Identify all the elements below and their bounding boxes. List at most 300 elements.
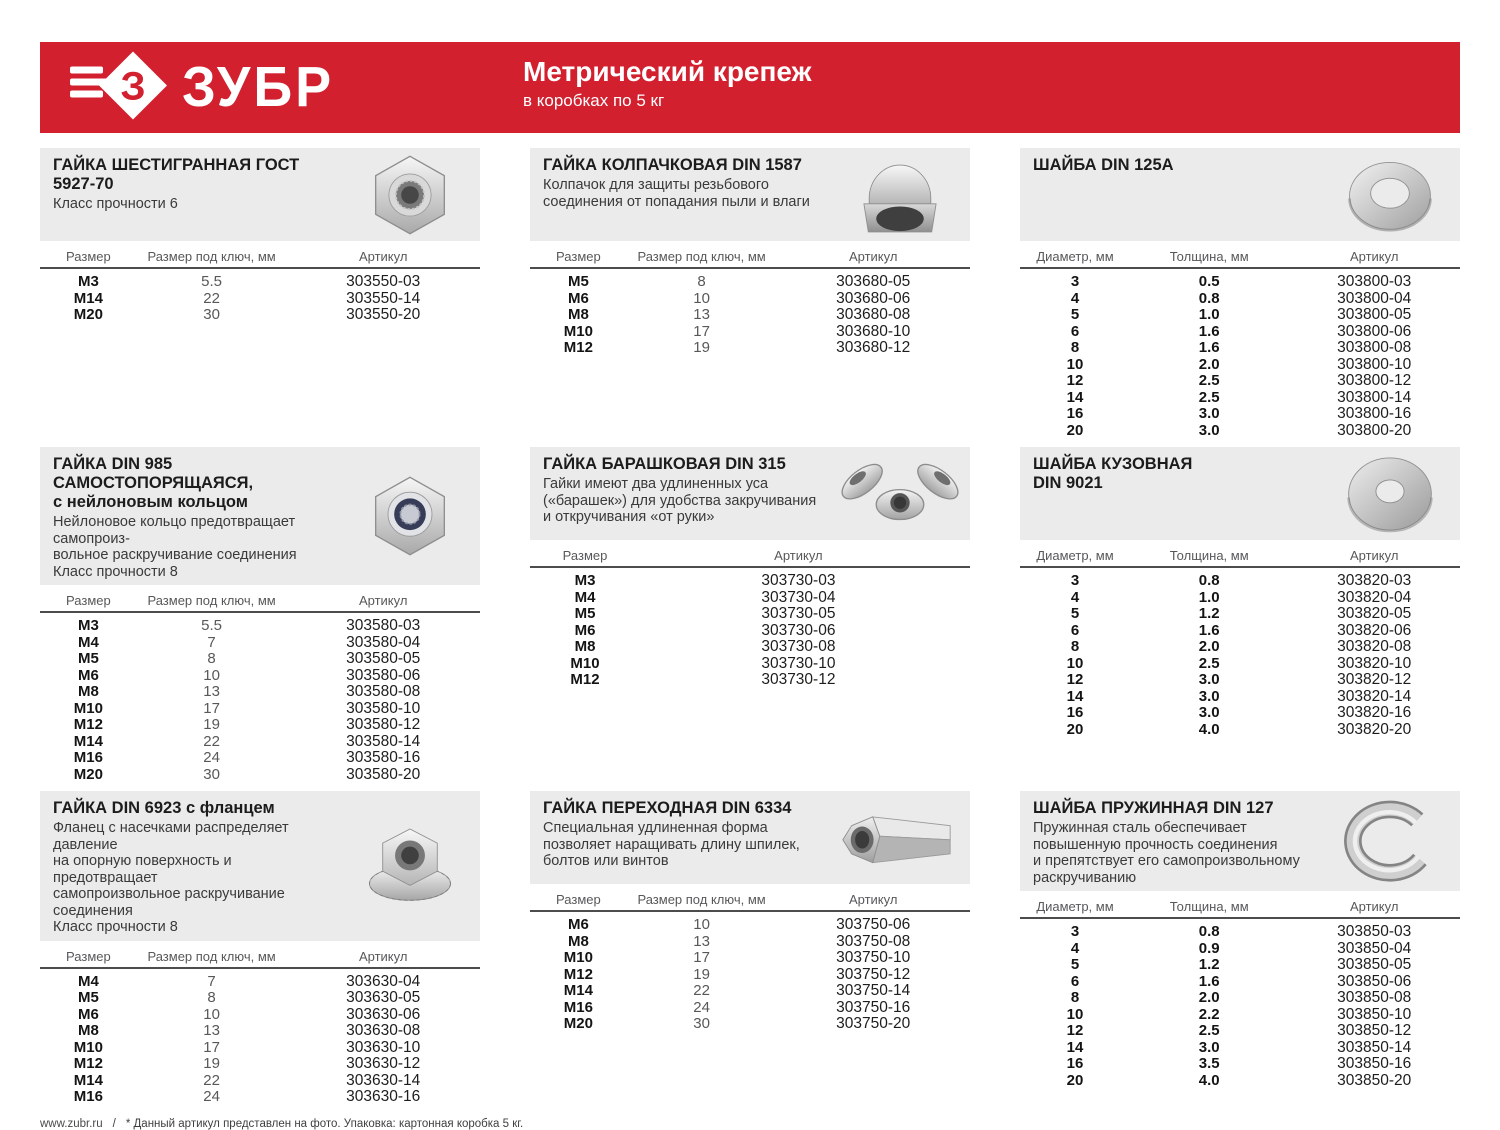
value-cell: M12 (73, 1055, 103, 1072)
spec-table (1020, 894, 1460, 1089)
table-row (530, 590, 970, 607)
value-cell: 5.5 (201, 617, 223, 634)
article-cell: 303800-12 (1337, 372, 1412, 389)
description-line: соединения от попадания пыли и влаги (543, 193, 810, 210)
table-row (530, 340, 970, 357)
article-cell: 303730-06 (761, 621, 836, 639)
value-cell: 8 (207, 989, 216, 1006)
article-cell: 303820-10 (1337, 654, 1412, 672)
value-cell: 19 (203, 716, 220, 733)
description-line: самопроизвольное раскручивание соединения (53, 886, 285, 919)
value-cell: M3 (77, 273, 99, 290)
description-line: («барашек») для удобства закручивания (543, 492, 817, 509)
table-row (530, 307, 970, 324)
section-panel (40, 148, 480, 241)
value-cell: M20 (563, 1015, 593, 1032)
value-cell: 24 (203, 749, 220, 766)
section-panel (530, 148, 970, 241)
value-cell: M20 (73, 765, 103, 783)
value-cell: 1.2 (1198, 605, 1220, 622)
value-cell: 4 (1070, 289, 1080, 307)
hex-nut-image (344, 151, 476, 239)
value-cell: 8 (207, 650, 216, 667)
value-cell: 10 (1066, 355, 1084, 373)
value-cell: 0.5 (1198, 273, 1220, 290)
section-hex-nut-gost-5927-70 (40, 148, 480, 324)
value-cell: 5 (1070, 956, 1080, 973)
section-text (53, 455, 338, 580)
section-description (543, 820, 828, 870)
section-description (1033, 820, 1318, 886)
section-description (543, 476, 828, 526)
article-cell: 303850-10 (1337, 1005, 1412, 1023)
table-body (1020, 919, 1460, 1089)
section-text (1033, 156, 1318, 175)
value-cell: 2.0 (1198, 989, 1220, 1006)
article-cell: 303820-20 (1337, 720, 1412, 738)
table-row (530, 917, 970, 934)
table-header-cell: Артикул (848, 892, 898, 907)
table-header-cell: Артикул (1349, 548, 1399, 563)
article-cell: 303750-12 (836, 965, 911, 983)
value-cell: 10 (1066, 654, 1084, 672)
footer-note: * Данный артикул представлен на фото. Упаковка: картонная коробка 5 кг. (125, 1117, 524, 1130)
sections-grid (40, 148, 1460, 1106)
value-cell: 13 (203, 1022, 220, 1039)
value-cell: 3 (1070, 273, 1080, 290)
value-cell: 5 (1070, 605, 1080, 622)
description-line: Нейлоновое кольцо предотвращает самопроиз- (53, 514, 296, 547)
cap-nut-image (834, 151, 966, 239)
table-row (1020, 291, 1460, 308)
value-cell: 2.0 (1198, 355, 1220, 373)
article-cell: 303820-05 (1337, 605, 1412, 622)
article-cell: 303630-05 (346, 989, 421, 1006)
table-header-cell: Размер (562, 548, 608, 563)
table-row (1020, 990, 1460, 1007)
value-cell: 1.6 (1198, 322, 1220, 340)
table-row (40, 618, 480, 635)
table-row (1020, 324, 1460, 341)
table-row (1020, 722, 1460, 739)
fender-washer-image (1324, 450, 1456, 538)
table-row (1020, 340, 1460, 357)
table-body (1020, 568, 1460, 738)
value-cell: 5.5 (201, 273, 223, 290)
article-cell: 303550-03 (346, 273, 421, 290)
article-cell: 303750-16 (836, 998, 911, 1016)
article-cell: 303580-04 (346, 633, 421, 651)
section-wing-nut-din-315 (530, 447, 970, 689)
value-cell: 3.0 (1198, 421, 1220, 439)
section-title: ГАЙКА ПЕРЕХОДНАЯ DIN 6334 (543, 799, 792, 817)
article-cell: 303630-12 (346, 1055, 421, 1072)
value-cell: M6 (77, 1005, 99, 1023)
table-row (1020, 623, 1460, 640)
table-body (530, 269, 970, 357)
value-cell: 0.8 (1198, 572, 1220, 589)
article-cell: 303800-14 (1337, 388, 1412, 406)
value-cell: 19 (693, 965, 710, 983)
table-header-cell: Размер (556, 249, 601, 264)
table-row (1020, 573, 1460, 590)
article-cell: 303850-08 (1337, 989, 1412, 1006)
table-header-cell: Артикул (358, 249, 408, 264)
table-row (1020, 672, 1460, 689)
zubr-logo-icon (70, 48, 170, 127)
value-cell: 24 (203, 1088, 220, 1105)
value-cell: M14 (73, 289, 103, 307)
value-cell: 17 (693, 322, 710, 340)
value-cell: M4 (77, 633, 99, 651)
value-cell: 2.5 (1198, 1022, 1220, 1039)
value-cell: 6 (1070, 322, 1080, 340)
section-text (1033, 455, 1318, 493)
value-cell: M12 (73, 716, 103, 733)
table-header-row (530, 543, 970, 568)
section-cap-nut-din-1587 (530, 148, 970, 357)
article-cell: 303680-05 (836, 273, 911, 290)
value-cell: 8 (1070, 339, 1080, 356)
table-row (40, 635, 480, 652)
value-cell: M4 (574, 588, 596, 606)
table-header-cell: Размер под ключ, мм (147, 948, 276, 964)
article-cell: 303580-12 (346, 716, 421, 733)
table-header-cell: Размер (66, 249, 111, 264)
spec-table (40, 244, 480, 324)
section-title: ГАЙКА ШЕСТИГРАННАЯ ГОСТ 5927-70 (53, 156, 300, 193)
table-header-cell: Диаметр, мм (1036, 899, 1114, 914)
section-panel (1020, 447, 1460, 540)
value-cell: M12 (563, 965, 593, 983)
article-cell: 303580-10 (346, 699, 421, 717)
value-cell: M3 (574, 572, 596, 589)
value-cell: 17 (203, 699, 220, 717)
value-cell: M14 (73, 732, 103, 750)
section-flat-washer-din-125a (1020, 148, 1460, 439)
value-cell: M14 (73, 1071, 103, 1089)
value-cell: 2.0 (1198, 638, 1220, 655)
table-row (530, 934, 970, 951)
zubr-logo (70, 48, 334, 127)
article-cell: 303550-20 (346, 306, 421, 323)
wing-nut-image (834, 450, 966, 538)
value-cell: 22 (203, 289, 220, 307)
article-cell: 303750-06 (836, 916, 911, 933)
description-line: Класс прочности 6 (53, 196, 178, 212)
value-cell: M5 (567, 273, 589, 290)
table-row (530, 1000, 970, 1017)
flat-washer-image (1324, 151, 1456, 239)
table-row (1020, 689, 1460, 706)
value-cell: M16 (73, 749, 103, 766)
table-row (1020, 423, 1460, 440)
value-cell: 10 (1066, 1005, 1084, 1023)
article-cell: 303580-14 (346, 732, 421, 750)
value-cell: 17 (203, 1038, 220, 1056)
table-header-row (530, 887, 970, 912)
description-line: Класс прочности 8 (53, 563, 178, 580)
article-cell: 303730-04 (761, 588, 836, 606)
table-row (1020, 274, 1460, 291)
table-row (1020, 590, 1460, 607)
table-body (530, 568, 970, 689)
table-header-cell: Артикул (358, 948, 408, 964)
value-cell: 30 (203, 306, 220, 323)
article-cell: 303820-04 (1337, 588, 1412, 606)
table-body (40, 269, 480, 324)
table-row (530, 1016, 970, 1033)
table-header-cell: Толщина, мм (1169, 899, 1249, 914)
table-header-cell: Размер (556, 892, 601, 907)
brand-header (40, 42, 1460, 133)
footer-divider: / (112, 1117, 116, 1130)
table-row (530, 324, 970, 341)
table-row (40, 1056, 480, 1073)
article-cell: 303850-04 (1337, 939, 1412, 957)
table-row (40, 974, 480, 991)
section-panel (1020, 791, 1460, 891)
section-panel (40, 791, 480, 941)
section-title: ГАЙКА DIN 985 САМОСТОПОРЯЩАЯСЯ, (53, 455, 254, 492)
table-row (530, 291, 970, 308)
table-header-cell: Артикул (848, 249, 898, 264)
description-line: позволяет наращивать длину шпилек, (543, 836, 800, 853)
section-text (543, 156, 828, 210)
value-cell: 1.6 (1198, 972, 1220, 990)
table-row (1020, 656, 1460, 673)
value-cell: 13 (693, 932, 710, 950)
article-cell: 303800-05 (1337, 306, 1412, 323)
article-cell: 303730-05 (761, 605, 836, 622)
table-row (1020, 705, 1460, 722)
table-row (40, 1073, 480, 1090)
article-cell: 303630-16 (346, 1088, 421, 1105)
value-cell: 10 (693, 289, 710, 307)
description-line: Пружинная сталь обеспечивает (1033, 820, 1247, 836)
table-body (1020, 269, 1460, 439)
value-cell: 14 (1066, 1038, 1084, 1056)
table-row (1020, 1023, 1460, 1040)
table-header-cell: Размер (66, 948, 111, 964)
table-row (1020, 924, 1460, 941)
svg-text:З: З (120, 64, 146, 108)
article-cell: 303630-04 (346, 972, 421, 990)
article-cell: 303680-12 (836, 339, 911, 356)
zubr-logo-text: ЗУБР (182, 56, 335, 119)
article-cell: 303800-06 (1337, 322, 1412, 340)
table-row (1020, 307, 1460, 324)
article-cell: 303550-14 (346, 289, 421, 307)
value-cell: 13 (203, 683, 220, 700)
value-cell: M16 (563, 998, 593, 1016)
article-cell: 303850-16 (1337, 1055, 1412, 1072)
table-row (40, 990, 480, 1007)
value-cell: 5 (1070, 306, 1080, 323)
table-row (530, 983, 970, 1000)
value-cell: 19 (693, 339, 710, 356)
value-cell: 1.0 (1198, 588, 1220, 606)
table-row (40, 767, 480, 784)
value-cell: 20 (1066, 1071, 1084, 1089)
article-cell: 303820-03 (1337, 572, 1412, 589)
value-cell: 4.0 (1198, 720, 1220, 738)
lock-nut-image (344, 472, 476, 560)
spring-washer-image (1324, 797, 1456, 885)
value-cell: M8 (567, 306, 589, 323)
value-cell: 3.0 (1198, 405, 1220, 422)
section-title: ШАЙБА КУЗОВНАЯ (1033, 455, 1193, 473)
table-header-row (1020, 543, 1460, 568)
value-cell: 19 (203, 1055, 220, 1072)
value-cell: 1.6 (1198, 339, 1220, 356)
value-cell: M6 (567, 289, 589, 307)
section-description (543, 177, 828, 210)
table-row (40, 750, 480, 767)
value-cell: 4 (1070, 588, 1080, 606)
value-cell: 2.5 (1198, 654, 1220, 672)
article-cell: 303820-08 (1337, 638, 1412, 655)
value-cell: M4 (77, 972, 99, 990)
table-header-cell: Артикул (1349, 249, 1399, 264)
section-text (543, 799, 828, 870)
value-cell: M8 (77, 683, 99, 700)
section-description (53, 196, 338, 213)
article-cell: 303750-14 (836, 982, 911, 999)
spec-table (1020, 543, 1460, 738)
catalog-page (0, 42, 1500, 1130)
value-cell: M3 (77, 617, 99, 634)
value-cell: 6 (1070, 621, 1080, 639)
value-cell: 16 (1066, 704, 1084, 721)
value-cell: M8 (567, 932, 589, 950)
table-row (530, 606, 970, 623)
section-panel (530, 447, 970, 540)
value-cell: 10 (203, 1005, 220, 1023)
article-cell: 303630-08 (346, 1022, 421, 1039)
spec-table (40, 944, 480, 1106)
value-cell: M12 (563, 339, 593, 356)
table-header-cell: Артикул (1349, 899, 1399, 914)
table-row (40, 1089, 480, 1106)
value-cell: 12 (1066, 1022, 1084, 1039)
article-cell: 303580-08 (346, 683, 421, 700)
value-cell: 0.8 (1198, 289, 1220, 307)
value-cell: M10 (563, 322, 593, 340)
value-cell: 2.2 (1198, 1005, 1220, 1023)
value-cell: M8 (77, 1022, 99, 1039)
table-header-row (40, 588, 480, 613)
article-cell: 303800-20 (1337, 421, 1412, 439)
section-panel (530, 791, 970, 884)
article-cell: 303800-08 (1337, 339, 1412, 356)
table-row (1020, 957, 1460, 974)
article-cell: 303750-08 (836, 932, 911, 950)
section-title: ШАЙБА ПРУЖИННАЯ DIN 127 (1033, 799, 1274, 817)
value-cell: 20 (1066, 720, 1084, 738)
table-header-cell: Толщина, мм (1169, 249, 1249, 264)
value-cell: 3 (1070, 923, 1080, 940)
description-line: болтов или винтов (543, 853, 669, 869)
value-cell: 3.0 (1198, 1038, 1220, 1056)
table-body (530, 912, 970, 1033)
article-cell: 303580-16 (346, 749, 421, 766)
value-cell: 3.0 (1198, 704, 1220, 721)
value-cell: 0.9 (1198, 939, 1220, 957)
value-cell: M5 (574, 605, 596, 622)
description-line: Специальная удлиненная форма (543, 820, 768, 836)
table-row (40, 684, 480, 701)
section-panel (40, 447, 480, 585)
description-line: раскручиванию (1033, 869, 1137, 886)
article-cell: 303730-08 (761, 638, 836, 655)
value-cell: M10 (73, 1038, 103, 1056)
table-row (530, 274, 970, 291)
table-row (1020, 1007, 1460, 1024)
section-text (543, 455, 828, 526)
value-cell: 13 (693, 306, 710, 323)
table-row (40, 307, 480, 324)
table-header-cell: Размер под ключ, мм (147, 249, 276, 264)
article-cell: 303850-03 (1337, 923, 1412, 940)
article-cell: 303680-06 (836, 289, 911, 307)
table-row (1020, 1073, 1460, 1090)
table-row (40, 274, 480, 291)
section-title-line2: DIN 9021 (1033, 474, 1103, 492)
value-cell: M12 (570, 671, 600, 688)
article-cell: 303800-03 (1337, 273, 1412, 290)
value-cell: 2.5 (1198, 372, 1220, 389)
description-line: на опорную поверхность и предотвращает (53, 853, 232, 886)
article-cell: 303630-06 (346, 1005, 421, 1023)
table-row (1020, 606, 1460, 623)
value-cell: 8 (1070, 989, 1080, 1006)
value-cell: 24 (693, 998, 710, 1016)
value-cell: 8 (1070, 638, 1080, 655)
description-line: Фланец с насечками распределяет давление (53, 820, 289, 853)
table-row (530, 672, 970, 689)
page-title: Метрический крепеж (523, 56, 812, 87)
table-row (530, 639, 970, 656)
article-cell: 303850-20 (1337, 1071, 1412, 1089)
table-header-cell: Размер под ключ, мм (637, 249, 766, 264)
spec-table (530, 887, 970, 1033)
article-cell: 303750-20 (836, 1015, 911, 1032)
table-row (1020, 1056, 1460, 1073)
value-cell: 3.0 (1198, 687, 1220, 705)
section-title-line2: с нейлоновым кольцом (53, 493, 249, 511)
table-row (1020, 373, 1460, 390)
table-header-cell: Размер (66, 593, 111, 608)
value-cell: 14 (1066, 687, 1084, 705)
value-cell: 10 (693, 916, 710, 933)
value-cell: 1.0 (1198, 306, 1220, 323)
value-cell: M5 (77, 989, 99, 1006)
value-cell: 1.2 (1198, 956, 1220, 973)
description-line: и откручивания «от руки» (543, 509, 715, 525)
table-row (40, 291, 480, 308)
table-row (40, 1023, 480, 1040)
table-row (40, 1007, 480, 1024)
article-cell: 303630-10 (346, 1038, 421, 1056)
section-title: ГАЙКА БАРАШКОВАЯ DIN 315 (543, 455, 786, 473)
table-header-cell: Размер под ключ, мм (637, 892, 766, 907)
value-cell: 3 (1070, 572, 1080, 589)
value-cell: 8 (697, 273, 706, 290)
section-text (53, 799, 338, 936)
value-cell: 30 (203, 765, 220, 783)
spec-table (530, 543, 970, 689)
